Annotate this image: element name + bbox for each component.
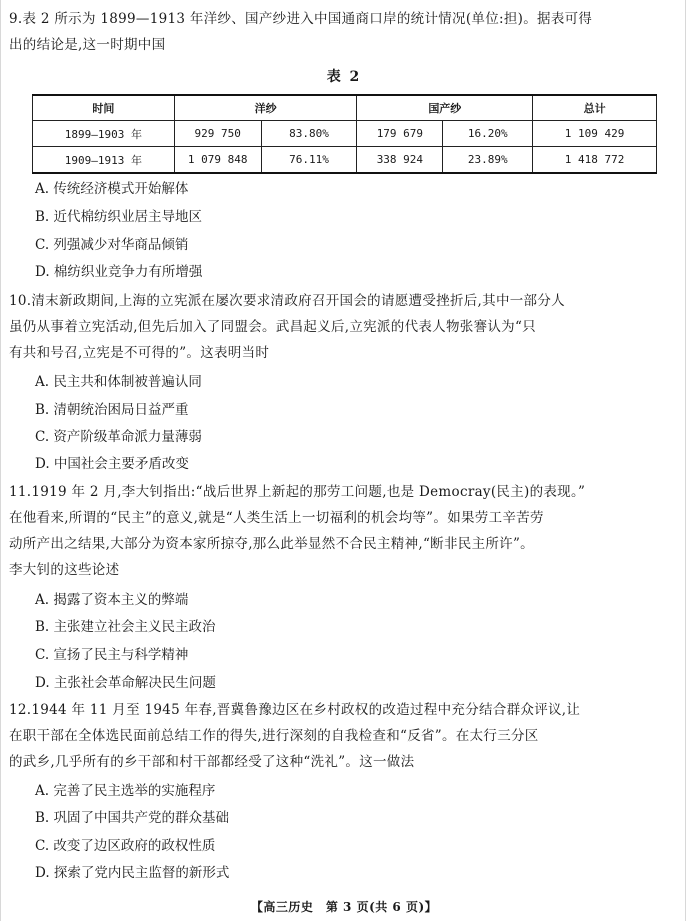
table-caption: 表 2 bbox=[326, 69, 362, 85]
table-row bbox=[33, 121, 657, 147]
question-11-line-1: 11.1919 年 2 月,李大钊指出:“战后世界上新起的那劳工问题,也是 Democray(民主)的表现。” bbox=[9, 484, 586, 500]
table-cell: 1 109 429 bbox=[533, 121, 657, 147]
question-11-option-b[interactable]: B. 主张建立社会主义民主政治 bbox=[35, 619, 216, 635]
question-11-option-a[interactable]: A. 揭露了资本主义的弊端 bbox=[35, 592, 189, 608]
question-11-option-d[interactable]: D. 主张社会革命解决民生问题 bbox=[35, 675, 216, 691]
table-cell: 1 418 772 bbox=[533, 147, 657, 174]
question-12-stem bbox=[9, 697, 679, 775]
yarn-statistics-table bbox=[32, 94, 657, 174]
table-cell: 76.11% bbox=[261, 147, 357, 174]
header-domestic-yarn: 国产纱 bbox=[357, 95, 533, 121]
question-12-option-d[interactable]: D. 探索了党内民主监督的新形式 bbox=[35, 865, 230, 881]
question-10-line-3: 有共和号召,立宪是不可得的”。这表明当时 bbox=[9, 345, 270, 361]
table-header-row bbox=[33, 95, 657, 121]
question-9-option-d[interactable]: D. 棉纺织业竞争力有所增强 bbox=[35, 264, 203, 280]
question-10-option-c[interactable]: C. 资产阶级革命派力量薄弱 bbox=[35, 429, 202, 445]
question-10-option-b[interactable]: B. 清朝统治困局日益严重 bbox=[35, 402, 189, 418]
question-9-stem bbox=[9, 6, 679, 58]
table-cell: 16.20% bbox=[443, 121, 533, 147]
table-cell: 338 924 bbox=[357, 147, 443, 174]
question-9-option-a[interactable]: A. 传统经济模式开始解体 bbox=[35, 181, 189, 197]
question-10-line-2: 虽仍从事着立宪活动,但先后加入了同盟会。武昌起义后,立宪派的代表人物张謇认为“只 bbox=[9, 319, 536, 335]
question-10-line-1: 10.清末新政期间,上海的立宪派在屡次要求清政府召开国会的请愿遭受挫折后,其中一部分人 bbox=[9, 293, 565, 309]
table-cell: 1899—1903 年 bbox=[33, 121, 175, 147]
table-cell: 929 750 bbox=[174, 121, 261, 147]
table-row bbox=[33, 147, 657, 174]
question-11-stem bbox=[9, 479, 679, 583]
header-time: 时间 bbox=[33, 95, 175, 121]
question-10-stem bbox=[9, 288, 679, 366]
question-12-line-1: 12.1944 年 11 月至 1945 年春,晋冀鲁豫边区在乡村政权的改造过程中充分结合群众评议,让 bbox=[9, 702, 581, 718]
question-11-line-3: 动所产出之结果,大部分为资本家所掠夺,那么此举显然不合民主精神,“断非民主所许”。 bbox=[9, 536, 534, 552]
header-foreign-yarn: 洋纱 bbox=[174, 95, 357, 121]
table-cell: 1 079 848 bbox=[174, 147, 261, 174]
question-10-option-a[interactable]: A. 民主共和体制被普遍认同 bbox=[35, 374, 202, 390]
question-12-line-3: 的武乡,几乎所有的乡干部和村干部都经受了这种“洗礼”。这一做法 bbox=[9, 754, 415, 770]
page-footer: 【高三历史 第 3 页(共 6 页)】 bbox=[250, 900, 438, 914]
question-10-option-d[interactable]: D. 中国社会主要矛盾改变 bbox=[35, 456, 189, 472]
table-cell: 1909—1913 年 bbox=[33, 147, 175, 174]
question-9-option-b[interactable]: B. 近代棉纺织业居主导地区 bbox=[35, 209, 203, 225]
question-11-line-2: 在他看来,所谓的“民主”的意义,就是“人类生活上一切福利的机会均等”。如果劳工辛苦劳 bbox=[9, 510, 544, 526]
table-cell: 179 679 bbox=[357, 121, 443, 147]
question-12-option-a[interactable]: A. 完善了民主选举的实施程序 bbox=[35, 783, 216, 799]
question-11-option-c[interactable]: C. 宣扬了民主与科学精神 bbox=[35, 647, 189, 663]
question-9-line-1: 9.表 2 所示为 1899—1913 年洋纱、国产纱进入中国通商口岸的统计情况(单位:担)。据表可得 bbox=[9, 11, 593, 27]
question-12-line-2: 在职干部在全体选民面前总结工作的得失,进行深刻的自我检查和“反省”。在太行三分区 bbox=[9, 728, 539, 744]
table-cell: 83.80% bbox=[261, 121, 357, 147]
question-9-option-c[interactable]: C. 列强减少对华商品倾销 bbox=[35, 237, 189, 253]
header-total: 总计 bbox=[533, 95, 657, 121]
question-12-option-c[interactable]: C. 改变了边区政府的政权性质 bbox=[35, 838, 216, 854]
table-cell: 23.89% bbox=[443, 147, 533, 174]
question-12-option-b[interactable]: B. 巩固了中国共产党的群众基础 bbox=[35, 810, 230, 826]
question-11-line-4: 李大钊的这些论述 bbox=[9, 562, 120, 578]
question-9-line-2: 出的结论是,这一时期中国 bbox=[9, 37, 166, 53]
